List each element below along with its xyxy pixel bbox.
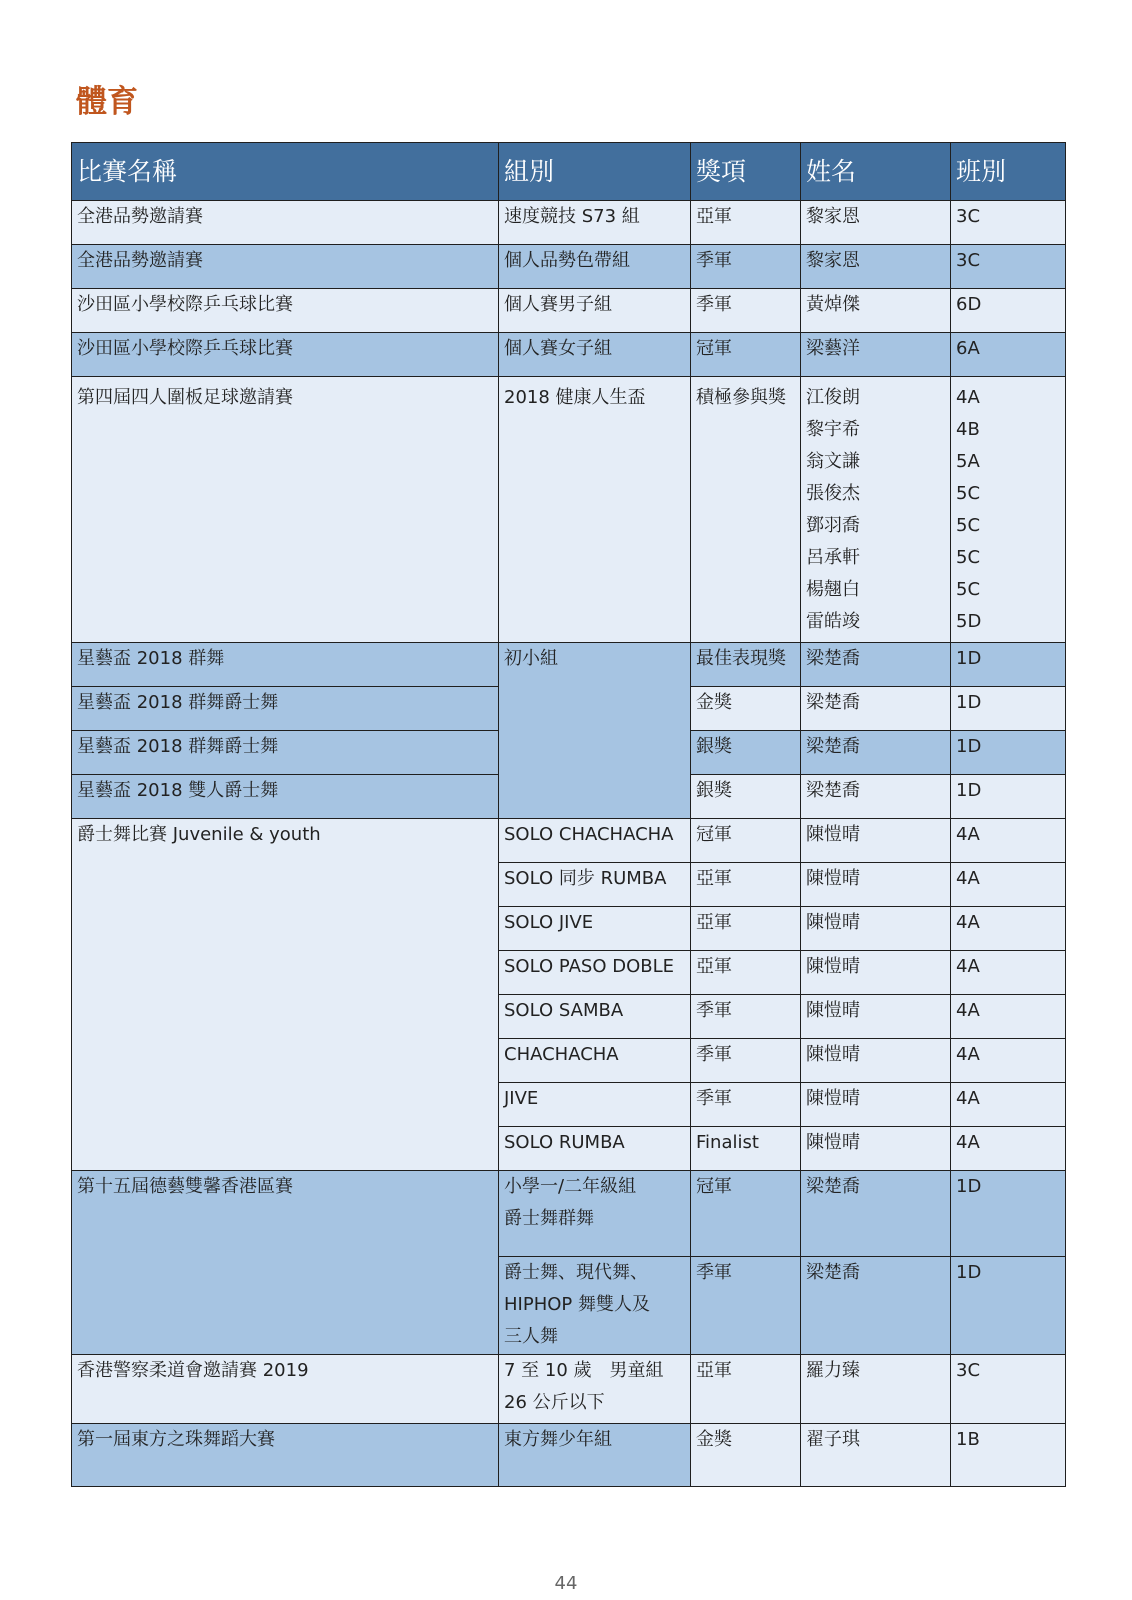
team-member-class: 5C <box>956 483 981 504</box>
class-cell: 4A <box>951 951 1066 995</box>
name-cell: 梁楚喬 <box>801 687 951 731</box>
table-row-team <box>72 377 1066 643</box>
class-cell: 4A <box>951 1083 1066 1127</box>
group-cell: JIVE <box>499 1083 691 1127</box>
name-cell: 梁楚喬 <box>801 731 951 775</box>
table-row <box>72 201 1066 245</box>
class-cell: 3C <box>951 1355 1066 1424</box>
header-name: 姓名 <box>801 143 951 201</box>
group-line: 爵士舞群舞 <box>504 1208 594 1229</box>
group-line: 爵士舞、現代舞、 <box>504 1262 648 1283</box>
name-cell: 陳愷晴 <box>801 907 951 951</box>
award-cell: 冠軍 <box>691 1171 801 1257</box>
competition-cell: 全港品勢邀請賽 <box>72 201 499 245</box>
team-member-name: 張俊杰 <box>806 483 860 504</box>
class-cell: 4A <box>951 1127 1066 1171</box>
name-cell: 梁楚喬 <box>801 1257 951 1355</box>
name-cell: 陳愷晴 <box>801 1039 951 1083</box>
award-cell: 冠軍 <box>691 333 801 377</box>
table-row <box>72 289 1066 333</box>
award-cell: 金獎 <box>691 687 801 731</box>
team-member-class: 5D <box>956 611 982 632</box>
name-cell: 羅力臻 <box>801 1355 951 1424</box>
award-cell: 亞軍 <box>691 907 801 951</box>
team-member-name: 呂承軒 <box>806 547 860 568</box>
name-cell: 陳愷晴 <box>801 819 951 863</box>
class-cell: 1D <box>951 731 1066 775</box>
group-cell: SOLO JIVE <box>499 907 691 951</box>
class-cell: 1D <box>951 1257 1066 1355</box>
table-row <box>72 1355 1066 1424</box>
team-member-name: 楊翹白 <box>806 579 860 600</box>
team-classes-cell <box>951 377 1066 643</box>
team-member-name: 鄧羽喬 <box>806 515 860 536</box>
awards-table <box>71 142 1066 1487</box>
page-number: 44 <box>554 1573 578 1594</box>
class-cell: 4A <box>951 995 1066 1039</box>
class-cell: 6A <box>951 333 1066 377</box>
class-cell: 3C <box>951 201 1066 245</box>
competition-cell: 沙田區小學校際乒乓球比賽 <box>72 333 499 377</box>
group-cell <box>499 1171 691 1257</box>
award-cell: 最佳表現獎 <box>691 643 801 687</box>
group-cell: CHACHACHA <box>499 1039 691 1083</box>
class-cell: 4A <box>951 907 1066 951</box>
table-row <box>72 1424 1066 1487</box>
table-header-row <box>72 143 1066 201</box>
name-cell: 陳愷晴 <box>801 951 951 995</box>
award-cell: 季軍 <box>691 1083 801 1127</box>
competition-cell-merged: 第十五屆德藝雙馨香港區賽 <box>72 1171 499 1355</box>
table-row <box>72 643 1066 687</box>
competition-cell: 沙田區小學校際乒乓球比賽 <box>72 289 499 333</box>
competition-cell: 香港警察柔道會邀請賽 2019 <box>72 1355 499 1424</box>
award-cell: 亞軍 <box>691 201 801 245</box>
award-cell: 金獎 <box>691 1424 801 1487</box>
group-cell: SOLO PASO DOBLE <box>499 951 691 995</box>
class-cell: 1B <box>951 1424 1066 1487</box>
team-member-name: 黎宇希 <box>806 419 860 440</box>
name-cell: 梁楚喬 <box>801 643 951 687</box>
award-cell: 季軍 <box>691 1257 801 1355</box>
group-cell: 個人品勢色帶組 <box>499 245 691 289</box>
group-line: 小學一/二年級組 <box>504 1176 637 1197</box>
group-line: HIPHOP 舞雙人及 <box>504 1294 650 1315</box>
award-cell: 冠軍 <box>691 819 801 863</box>
table-row <box>72 819 1066 863</box>
team-member-name: 江俊朗 <box>806 387 860 408</box>
team-member-name: 雷皓竣 <box>806 611 860 632</box>
group-cell: 速度競技 S73 組 <box>499 201 691 245</box>
name-cell: 陳愷晴 <box>801 1083 951 1127</box>
team-member-class: 4B <box>956 419 980 440</box>
group-cell: 個人賽女子組 <box>499 333 691 377</box>
award-cell: 銀獎 <box>691 731 801 775</box>
award-cell: 季軍 <box>691 995 801 1039</box>
competition-cell: 星藝盃 2018 雙人爵士舞 <box>72 775 499 819</box>
award-cell: 亞軍 <box>691 951 801 995</box>
name-cell: 梁楚喬 <box>801 1171 951 1257</box>
class-cell: 1D <box>951 687 1066 731</box>
header-competition: 比賽名稱 <box>72 143 499 201</box>
group-cell: SOLO CHACHACHA <box>499 819 691 863</box>
group-cell-merged: 初小組 <box>499 643 691 819</box>
group-cell <box>499 1355 691 1424</box>
header-group: 組別 <box>499 143 691 201</box>
competition-cell: 星藝盃 2018 群舞爵士舞 <box>72 687 499 731</box>
table-row <box>72 333 1066 377</box>
name-cell: 黎家恩 <box>801 245 951 289</box>
class-cell: 1D <box>951 1171 1066 1257</box>
team-names-cell <box>801 377 951 643</box>
award-cell: 銀獎 <box>691 775 801 819</box>
name-cell: 梁藝洋 <box>801 333 951 377</box>
class-cell: 1D <box>951 643 1066 687</box>
award-cell: 季軍 <box>691 1039 801 1083</box>
name-cell: 黎家恩 <box>801 201 951 245</box>
competition-cell-merged: 爵士舞比賽 Juvenile & youth <box>72 819 499 1171</box>
competition-cell: 星藝盃 2018 群舞 <box>72 643 499 687</box>
name-cell: 陳愷晴 <box>801 1127 951 1171</box>
competition-cell: 星藝盃 2018 群舞爵士舞 <box>72 731 499 775</box>
group-cell: 2018 健康人生盃 <box>499 377 691 643</box>
competition-cell: 第四屆四人圍板足球邀請賽 <box>72 377 499 643</box>
competition-cell: 第一屆東方之珠舞蹈大賽 <box>72 1424 499 1487</box>
name-cell: 翟子琪 <box>801 1424 951 1487</box>
award-cell: 亞軍 <box>691 863 801 907</box>
group-cell: SOLO SAMBA <box>499 995 691 1039</box>
team-member-name: 翁文謙 <box>806 451 860 472</box>
group-cell: 個人賽男子組 <box>499 289 691 333</box>
competition-cell: 全港品勢邀請賽 <box>72 245 499 289</box>
award-cell: 積極參與獎 <box>691 377 801 643</box>
team-member-class: 5A <box>956 451 980 472</box>
group-line: 三人舞 <box>504 1326 558 1347</box>
group-cell: 東方舞少年組 <box>499 1424 691 1487</box>
class-cell: 4A <box>951 863 1066 907</box>
team-member-class: 5C <box>956 547 981 568</box>
name-cell: 陳愷晴 <box>801 995 951 1039</box>
award-cell: 亞軍 <box>691 1355 801 1424</box>
table-row <box>72 1171 1066 1257</box>
class-cell: 6D <box>951 289 1066 333</box>
class-cell: 4A <box>951 1039 1066 1083</box>
team-member-class: 5C <box>956 579 981 600</box>
table-row <box>72 245 1066 289</box>
section-title: 體育 <box>76 84 138 120</box>
class-cell: 3C <box>951 245 1066 289</box>
name-cell: 陳愷晴 <box>801 863 951 907</box>
class-cell: 4A <box>951 819 1066 863</box>
award-cell: 季軍 <box>691 289 801 333</box>
header-class: 班別 <box>951 143 1066 201</box>
team-member-class: 4A <box>956 387 980 408</box>
group-line: 7 至 10 歲 男童組 <box>504 1360 664 1381</box>
group-cell: SOLO 同步 RUMBA <box>499 863 691 907</box>
name-cell: 梁楚喬 <box>801 775 951 819</box>
group-line: 26 公斤以下 <box>504 1392 605 1413</box>
team-member-class: 5C <box>956 515 981 536</box>
group-cell: SOLO RUMBA <box>499 1127 691 1171</box>
name-cell: 黃焯傑 <box>801 289 951 333</box>
award-cell: Finalist <box>691 1127 801 1171</box>
header-award: 獎項 <box>691 143 801 201</box>
class-cell: 1D <box>951 775 1066 819</box>
group-cell <box>499 1257 691 1355</box>
award-cell: 季軍 <box>691 245 801 289</box>
